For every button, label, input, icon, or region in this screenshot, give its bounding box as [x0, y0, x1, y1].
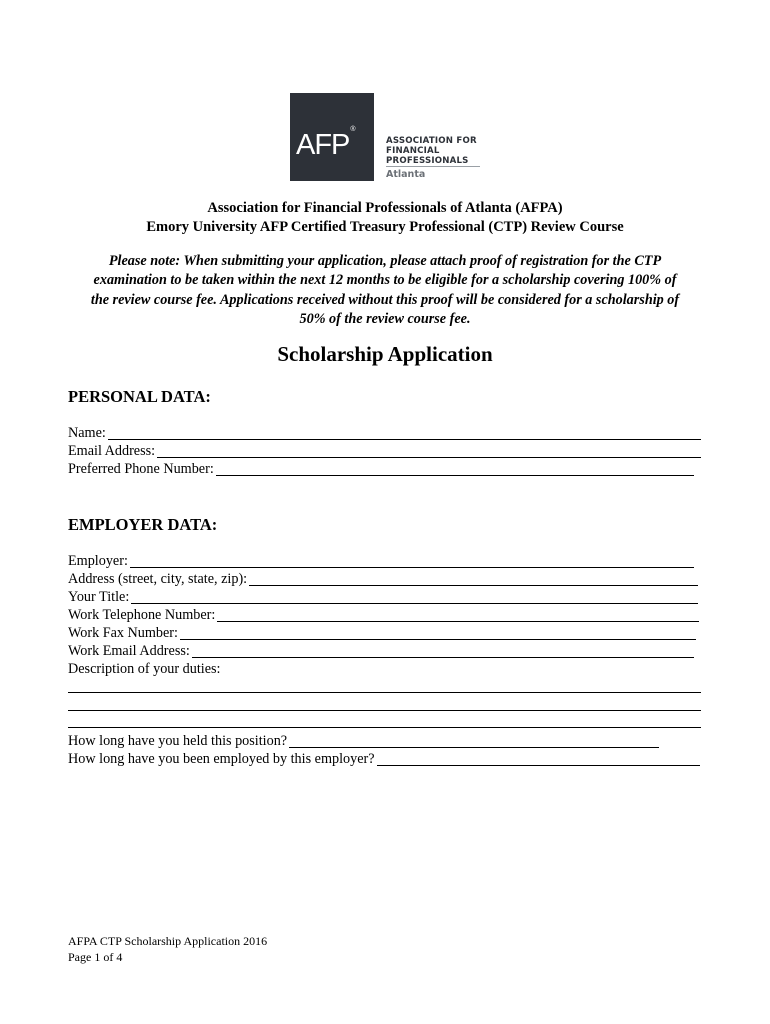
document-header — [40, 199, 730, 237]
logo-city: Atlanta — [386, 169, 426, 180]
title-label: Your Title: — [68, 589, 130, 605]
work-phone-field[interactable] — [68, 606, 699, 624]
phone-line[interactable] — [216, 462, 694, 476]
employer-line[interactable] — [130, 554, 694, 568]
name-label: Name: — [68, 425, 106, 441]
logo-line-2: FINANCIAL — [386, 146, 440, 156]
work-email-field[interactable] — [68, 642, 694, 660]
duties-line-1[interactable] — [68, 692, 701, 693]
duties-field — [68, 660, 223, 678]
note-line-1: Please note: When submitting your application, please attach proof of registration for the CTP — [108, 253, 662, 269]
afp-logo-block — [290, 93, 374, 181]
name-field[interactable] — [68, 424, 701, 442]
employed-by-field[interactable] — [68, 750, 700, 768]
address-line[interactable] — [249, 572, 698, 586]
work-phone-label: Work Telephone Number: — [68, 607, 216, 623]
employed-by-label: How long have you been employed by this employer? — [68, 751, 375, 767]
employer-field[interactable] — [68, 552, 694, 570]
note-line-4: 50% of the review course fee. — [299, 310, 471, 327]
address-label: Address (street, city, state, zip): — [68, 571, 248, 587]
phone-field[interactable] — [68, 460, 694, 478]
email-field[interactable] — [68, 442, 701, 460]
phone-label: Preferred Phone Number: — [68, 461, 214, 477]
email-label: Email Address: — [68, 443, 156, 459]
held-position-field[interactable] — [68, 732, 659, 750]
logo-divider — [386, 166, 480, 167]
footer-doc-name: AFPA CTP Scholarship Application 2016 — [68, 934, 268, 948]
logo-line-1: ASSOCIATION FOR — [386, 136, 477, 146]
title-field[interactable] — [68, 588, 698, 606]
address-field[interactable] — [68, 570, 698, 588]
footer-page-number: Page 1 of 4 — [68, 949, 123, 964]
logo-line-3: PROFESSIONALS — [386, 156, 469, 166]
registration-note — [40, 252, 730, 329]
note-line-3: the review course fee. Applications received without this proof will be considered for a scholarship of — [90, 291, 680, 308]
note-line-2: examination to be taken within the next 12 months to be eligible for a scholarship covering 100% of — [93, 272, 677, 289]
held-position-line[interactable] — [289, 734, 659, 748]
afp-logo-mark: AFP® — [296, 126, 355, 161]
work-phone-line[interactable] — [217, 608, 699, 622]
name-line[interactable] — [108, 426, 701, 440]
personal-data-heading: PERSONAL DATA: — [68, 387, 211, 406]
employer-label: Employer: — [68, 553, 128, 569]
work-fax-line[interactable] — [180, 626, 696, 640]
held-position-label: How long have you held this position? — [68, 733, 288, 749]
employed-by-line[interactable] — [377, 752, 700, 766]
course-line: Emory University AFP Certified Treasury Professional (CTP) Review Course — [146, 219, 624, 235]
page-footer — [68, 934, 267, 965]
work-email-line[interactable] — [192, 644, 694, 658]
employer-data-heading: EMPLOYER DATA: — [68, 515, 218, 534]
logo-wordmark — [386, 136, 477, 166]
work-email-label: Work Email Address: — [68, 643, 190, 659]
duties-line-2[interactable] — [68, 710, 701, 711]
title-line[interactable] — [131, 590, 698, 604]
page-title: Scholarship Application — [277, 342, 493, 366]
work-fax-label: Work Fax Number: — [68, 625, 178, 641]
duties-label: Description of your duties: — [68, 661, 221, 677]
org-line: Association for Financial Professionals of Atlanta (AFPA) — [207, 200, 563, 216]
work-fax-field[interactable] — [68, 624, 696, 642]
duties-line-3[interactable] — [68, 727, 701, 728]
email-line[interactable] — [157, 444, 701, 458]
